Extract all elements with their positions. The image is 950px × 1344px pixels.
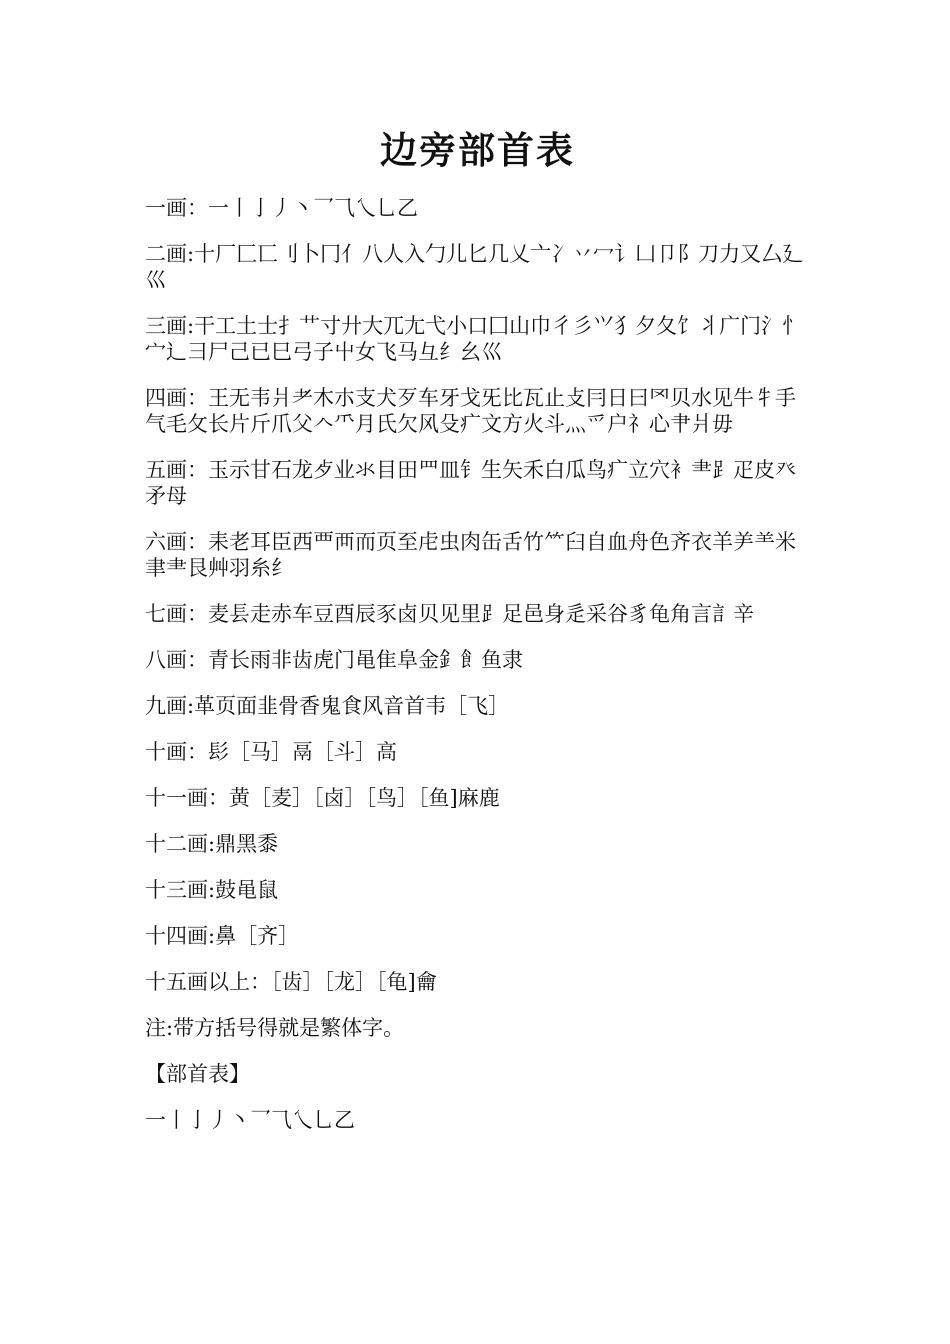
stroke-2-line: 二画:十厂匚匸刂卜冂亻八人入勹儿匕几乂亠冫丷冖讠凵卩阝刀力又厶廴巛 bbox=[145, 242, 804, 292]
stroke-13-line: 十三画:鼓黾鼠 bbox=[145, 878, 279, 902]
stroke-11-line: 十一画：黄［麦］［卤］［鸟］［鱼]麻鹿 bbox=[145, 786, 500, 810]
page-title: 边旁部首表 bbox=[380, 128, 575, 172]
stroke-8-line: 八画：青长雨非齿虎门黾隹阜金釒飠鱼隶 bbox=[145, 648, 523, 672]
stroke-12-line: 十二画:鼎黑黍 bbox=[145, 832, 279, 856]
stroke-5-line: 五画：玉示甘石龙歺业氺目田罒皿钅生矢禾白瓜鸟疒立穴衤⺻⻊疋皮癶矛母 bbox=[145, 458, 796, 508]
stroke-1-line: 一画：一丨亅丿丶乛⺄乀乚乙 bbox=[145, 196, 418, 220]
section-heading: 【部首表】 bbox=[145, 1062, 250, 1086]
radical-list bbox=[145, 195, 810, 1153]
note-line: 注:带方括号得就是繁体字。 bbox=[145, 1016, 405, 1040]
radical-row: 一丨亅丿丶乛⺄乀乚乙 bbox=[145, 1108, 355, 1132]
stroke-9-line: 九画:革页面韭骨香鬼食风音首韦［飞］ bbox=[145, 694, 510, 718]
stroke-14-line: 十四画:鼻［齐］ bbox=[145, 924, 300, 948]
stroke-4-line: 四画：王无韦爿耂木朩支犬歹车牙戈旡比瓦止攴冃日曰罓贝水见牛牜手气毛攵长片斤爪父𠆢⺥月氏欠风殳疒文方火斗灬爫户礻心肀爿毋 bbox=[145, 386, 796, 436]
stroke-3-line: 三画:干工土士扌艹寸廾大兀尢弋小口囗山巾彳彡⺍犭夕夂饣丬广门氵忄宀辶彐尸己已巳弓子屮女飞马彑纟幺巛 bbox=[145, 314, 804, 364]
stroke-7-line: 七画：麦镸走赤车豆酉辰豕卤贝见里⻊足邑身辵采谷豸龟角言訁辛 bbox=[145, 602, 754, 626]
stroke-15-plus-line: 十五画以上：［齿］［龙］［龟]龠 bbox=[145, 970, 437, 994]
stroke-10-line: 十画：髟［马］鬲［斗］高 bbox=[145, 740, 397, 764]
stroke-6-line: 六画：耒老耳臣西覀襾而页至虍虫肉缶舌竹⺮臼自血舟色齐衣羊⺶⺷米聿⺻艮艸羽糸纟 bbox=[145, 530, 796, 580]
